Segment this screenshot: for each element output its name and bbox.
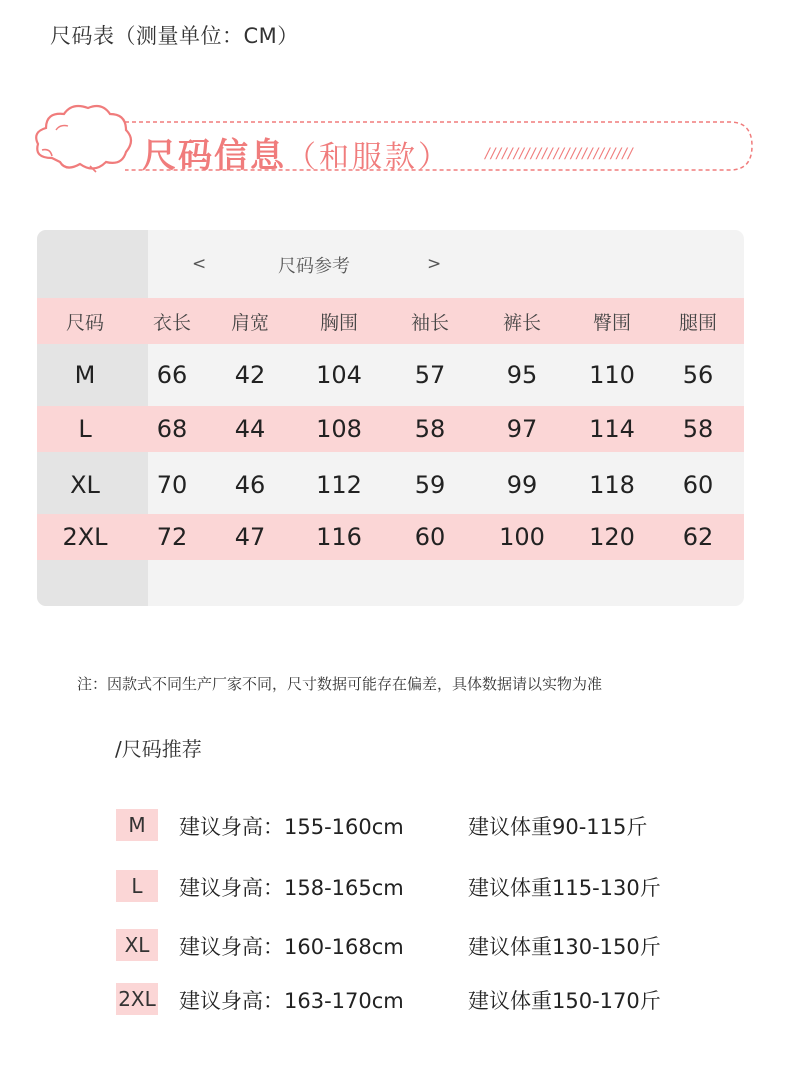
table-cell: 46: [234, 471, 266, 499]
table-row: [37, 406, 744, 452]
table-cell: 58: [414, 415, 446, 443]
table-row: [37, 514, 744, 560]
recommend-item: [116, 809, 756, 841]
table-cell: 116: [316, 523, 362, 551]
banner-title-main: 尺码信息: [142, 136, 286, 176]
header-cell: 袖长: [410, 311, 449, 334]
table-cell: XL: [70, 471, 100, 499]
table-cell: 42: [234, 361, 266, 389]
header-cell: 腿围: [678, 311, 717, 334]
table-cell: 59: [414, 471, 446, 499]
banner-dashes: //////////////////////////: [485, 146, 634, 162]
recommend-item: [116, 870, 756, 902]
recommend-height: 建议身高：160-168cm: [179, 935, 404, 959]
table-cell: 97: [506, 415, 538, 443]
size-table-nav: [148, 230, 744, 298]
recommend-weight: 建议体重150-170斤: [468, 989, 661, 1013]
nav-label: 尺码参考: [278, 256, 350, 277]
table-cell: 120: [589, 523, 635, 551]
nav-next-button[interactable]: >: [427, 254, 442, 274]
recommend-weight: 建议体重90-115斤: [468, 815, 648, 839]
table-cell: 57: [414, 361, 446, 389]
table-cell: 70: [156, 471, 188, 499]
banner-subtitle: （和服款）: [286, 140, 451, 175]
table-row: [37, 460, 744, 510]
recommend-title: /尺码推荐: [115, 737, 202, 761]
recommend-height: 建议身高：155-160cm: [179, 815, 404, 839]
recommend-item: [116, 983, 756, 1015]
size-badge: 2XL: [116, 983, 158, 1015]
recommend-weight: 建议体重115-130斤: [468, 876, 661, 900]
table-cell: 114: [589, 415, 635, 443]
recommend-weight: 建议体重130-150斤: [468, 935, 661, 959]
table-header-row: [37, 298, 744, 344]
banner-title: [142, 128, 451, 177]
table-cell: 118: [589, 471, 635, 499]
size-badge: L: [116, 870, 158, 902]
recommend-item: [116, 929, 756, 961]
table-cell: 104: [316, 361, 362, 389]
size-table: [37, 230, 744, 606]
table-cell: 110: [589, 361, 635, 389]
size-badge: M: [116, 809, 158, 841]
table-cell: 44: [234, 415, 266, 443]
nav-prev-button[interactable]: <: [192, 254, 207, 274]
table-cell: 95: [506, 361, 538, 389]
header-cell: 臀围: [592, 311, 631, 334]
table-cell: 99: [506, 471, 538, 499]
table-cell: L: [78, 415, 92, 443]
recommend-height: 建议身高：163-170cm: [179, 989, 404, 1013]
table-cell: 58: [682, 415, 714, 443]
table-cell: 60: [414, 523, 446, 551]
table-cell: M: [74, 361, 96, 389]
table-cell: 108: [316, 415, 362, 443]
header-cell: 胸围: [319, 311, 358, 334]
section-banner: [30, 100, 755, 180]
header-cell: 肩宽: [230, 311, 269, 334]
table-cell: 47: [234, 523, 266, 551]
table-cell: 112: [316, 471, 362, 499]
size-badge: XL: [116, 929, 158, 961]
table-cell: 60: [682, 471, 714, 499]
table-cell: 62: [682, 523, 714, 551]
header-cell: 衣长: [152, 311, 191, 334]
header-cell: 裤长: [502, 311, 541, 334]
size-note: 注：因款式不同生产厂家不同，尺寸数据可能存在偏差，具体数据请以实物为准: [77, 675, 603, 693]
table-cell: 68: [156, 415, 188, 443]
page-title: 尺码表（测量单位：CM）: [50, 24, 299, 48]
table-row: [37, 350, 744, 400]
table-cell: 2XL: [62, 523, 108, 551]
header-cell: 尺码: [65, 311, 104, 334]
table-cell: 100: [499, 523, 545, 551]
table-cell: 56: [682, 361, 714, 389]
recommend-height: 建议身高：158-165cm: [179, 876, 404, 900]
table-cell: 66: [156, 361, 188, 389]
table-cell: 72: [156, 523, 188, 551]
